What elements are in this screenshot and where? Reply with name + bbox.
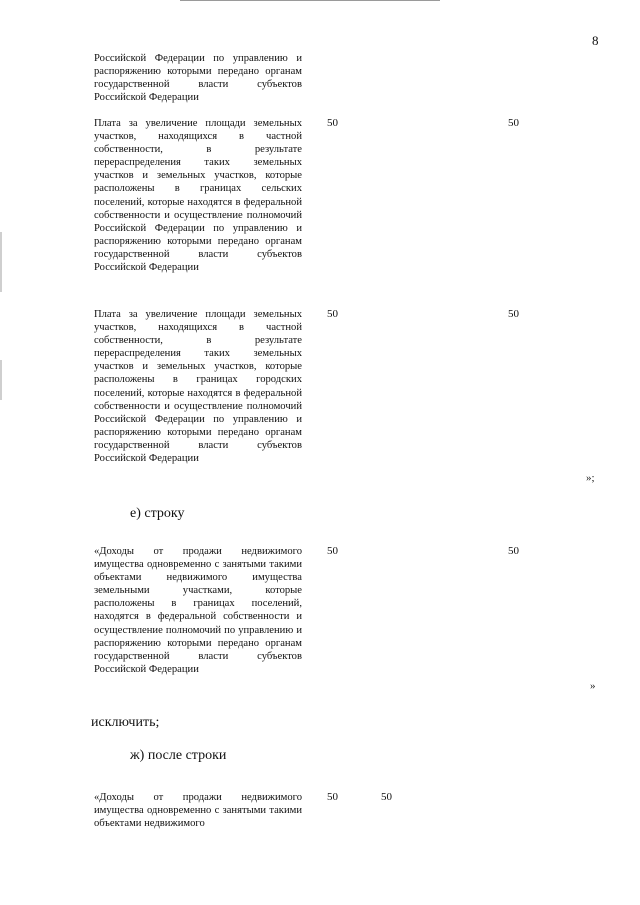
table-cell-text: «Доходы от продажи недвижимого имущества одновременно с занятыми такими объектами недвижимого (94, 792, 302, 830)
table-cell-value: 50 (381, 791, 392, 803)
closing-quote: » (590, 680, 596, 692)
table-cell-text: Плата за увеличение площади земельных участков, находящихся в частной собственности, в результате перераспределения таких земельных участков и земельных участков, которые расположены в границах сельских поселений, которые находятся в федеральной собственности и осуществление полномочий Российской Федерации по управлению и распоряжению которыми передано органам государственной власти субъектов Российской Федерации (94, 118, 302, 274)
table-cell-text: Плата за увеличение площади земельных участков, находящихся в частной собственности, в результате перераспределения таких земельных участков и земельных участков, которые расположены в границах городских поселений, которые находятся в федеральной собственности и осуществление полномочий Российской Федерации по управлению и распоряжению которыми передано органам государственной власти субъектов Российской Федерации (94, 309, 302, 465)
table-cell-value: 50 (327, 545, 338, 557)
scan-edge (0, 360, 2, 400)
table-cell-value: 50 (508, 117, 519, 129)
top-rule (180, 0, 440, 1)
page-number: 8 (592, 33, 599, 48)
closing-quote: »; (586, 472, 595, 484)
exclude-text: исключить; (91, 715, 160, 730)
table-cell-text: «Доходы от продажи недвижимого имущества одновременно с занятыми такими объектами недвижимого имущества земельными участками, которые расположены в границах поселений, находятся в федеральной собственности и осуществление полномочий по управлению и распоряжению которыми передано органам государственной власти субъектов Российской Федерации (94, 546, 302, 675)
table-cell-value: 50 (508, 308, 519, 320)
scan-edge (0, 232, 2, 292)
table-cell-value: 50 (508, 545, 519, 557)
table-cell-text: Российской Федерации по управлению и распоряжению которыми передано органам государственной власти субъектов Российской Федерации (94, 53, 302, 104)
section-heading-e: е) строку (130, 506, 185, 521)
table-cell-value: 50 (327, 791, 338, 803)
table-cell-value: 50 (327, 117, 338, 129)
table-cell-value: 50 (327, 308, 338, 320)
section-heading-zh: ж) после строки (130, 748, 227, 763)
